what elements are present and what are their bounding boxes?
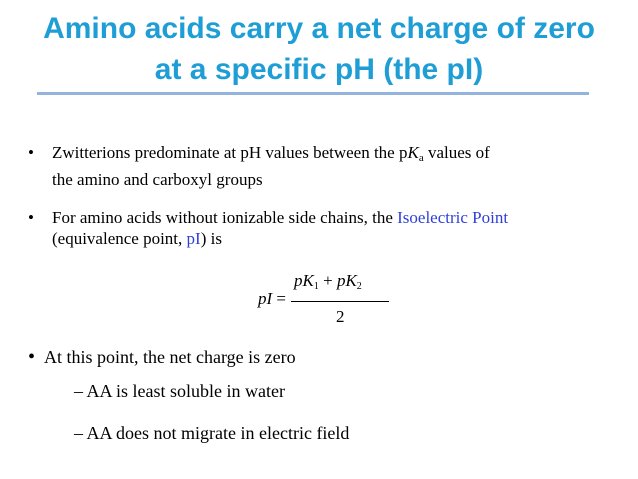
bullet-dot: • xyxy=(28,208,34,227)
formula-pi: pI xyxy=(258,289,273,308)
bullet2-line2-post: ) is xyxy=(200,229,222,248)
formula-lhs xyxy=(258,289,286,309)
formula-pk2: pK xyxy=(336,271,357,290)
pi-term: pI xyxy=(186,229,201,248)
formula-pk1: pK xyxy=(294,271,314,290)
formula-numerator xyxy=(294,271,362,292)
formula-plus: + xyxy=(323,271,333,290)
bullet1-subscript-a: a xyxy=(418,152,424,164)
bullet1-part2: values of xyxy=(423,143,490,162)
bullet-text xyxy=(52,207,508,249)
isoelectric-point-term: Isoelectric Point xyxy=(397,208,509,227)
bullet1-k: K xyxy=(407,143,419,162)
bullet3-text: At this point, the net charge is zero xyxy=(44,347,296,367)
formula-sub2: 2 xyxy=(356,281,362,292)
fraction-bar xyxy=(291,301,389,302)
formula-denominator: 2 xyxy=(336,307,345,326)
title-line-1: Amino acids carry a net charge of zero xyxy=(43,12,595,45)
bullet-dot: • xyxy=(28,346,36,368)
sub-item-migrate: – AA does not migrate in electric field xyxy=(74,423,350,443)
bullet-zwitterions xyxy=(28,142,628,189)
bullet-isoelectric xyxy=(28,207,634,251)
bullet2-part1: For amino acids without ionizable side chains, the xyxy=(52,208,398,227)
sub-item-soluble: – AA is least soluble in water xyxy=(74,381,285,401)
title-line-2: at a specific pH (the pI) xyxy=(154,53,484,86)
formula-sub1: 1 xyxy=(313,281,319,292)
bullet1-part1: Zwitterions predominate at pH values between the p xyxy=(52,143,408,162)
slide-title xyxy=(0,8,638,90)
bullet1-line2: the amino and carboxyl groups xyxy=(52,170,263,189)
formula-equals: = xyxy=(276,289,287,308)
pi-formula xyxy=(258,271,398,331)
bullet-text xyxy=(52,142,490,190)
bullet2-line2-pre: (equivalence point, xyxy=(52,229,187,248)
title-underline xyxy=(37,92,589,95)
bullet-dot: • xyxy=(28,143,34,162)
